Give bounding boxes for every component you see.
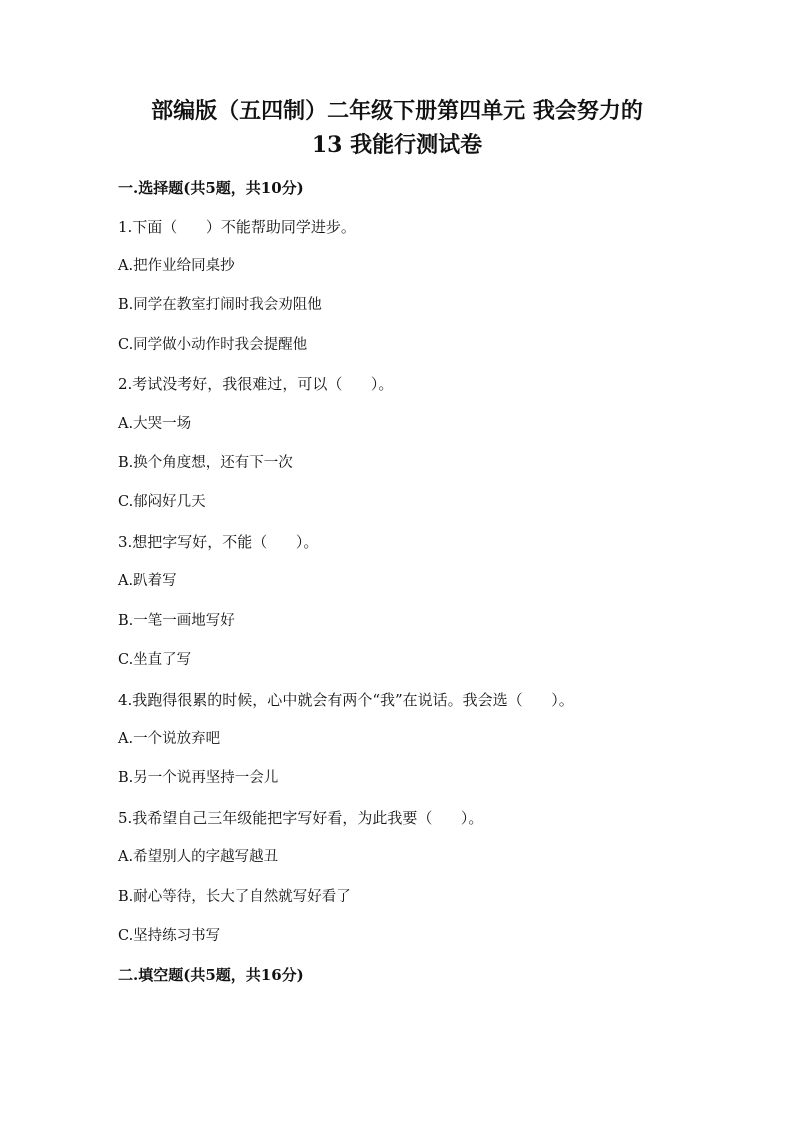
question-5-option-a: A.希望别人的字越写越丑 bbox=[118, 849, 279, 865]
question-1-stem: 1.下面（ ）不能帮助同学进步。 bbox=[118, 218, 356, 236]
question-2-option-a: A.大哭一场 bbox=[118, 416, 192, 432]
question-1-option-c: C.同学做小动作时我会提醒他 bbox=[118, 337, 308, 353]
question-4-option-a: A.一个说放弃吧 bbox=[118, 731, 221, 747]
question-5-stem: 5.我希望自己三年级能把字写好看，为此我要（ ）。 bbox=[118, 809, 484, 827]
question-2-option-b: B.换个角度想，还有下一次 bbox=[118, 455, 293, 471]
question-3-option-b: B.一笔一画地写好 bbox=[118, 613, 235, 629]
question-1-option-a: A.把作业给同桌抄 bbox=[118, 258, 235, 274]
question-1-option-b: B.同学在教室打闹时我会劝阻他 bbox=[118, 297, 322, 313]
section-heading-fill-blank: 二.填空题(共5题，共16分) bbox=[118, 966, 304, 984]
question-3-option-a: A.趴着写 bbox=[118, 573, 177, 589]
document-title-line-2: 13 我能行测试卷 bbox=[311, 132, 483, 158]
question-5-option-b: B.耐心等待，长大了自然就写好看了 bbox=[118, 889, 351, 905]
section-heading-choice: 一.选择题(共5题，共10分) bbox=[118, 179, 304, 197]
question-2-option-c: C.郁闷好几天 bbox=[118, 494, 206, 510]
question-4-stem: 4.我跑得很累的时候，心中就会有两个“我”在说话。我会选（ ）。 bbox=[118, 691, 574, 709]
question-3-option-c: C.坐直了写 bbox=[118, 652, 192, 668]
question-5-option-c: C.坚持练习书写 bbox=[118, 928, 221, 944]
document-title-line-1: 部编版（五四制）二年级下册第四单元 我会努力的 bbox=[151, 98, 643, 124]
question-3-stem: 3.想把字写好，不能（ ）。 bbox=[118, 533, 319, 551]
question-2-stem: 2.考试没考好，我很难过，可以（ ）。 bbox=[118, 375, 394, 393]
question-4-option-b: B.另一个说再坚持一会儿 bbox=[118, 770, 279, 786]
